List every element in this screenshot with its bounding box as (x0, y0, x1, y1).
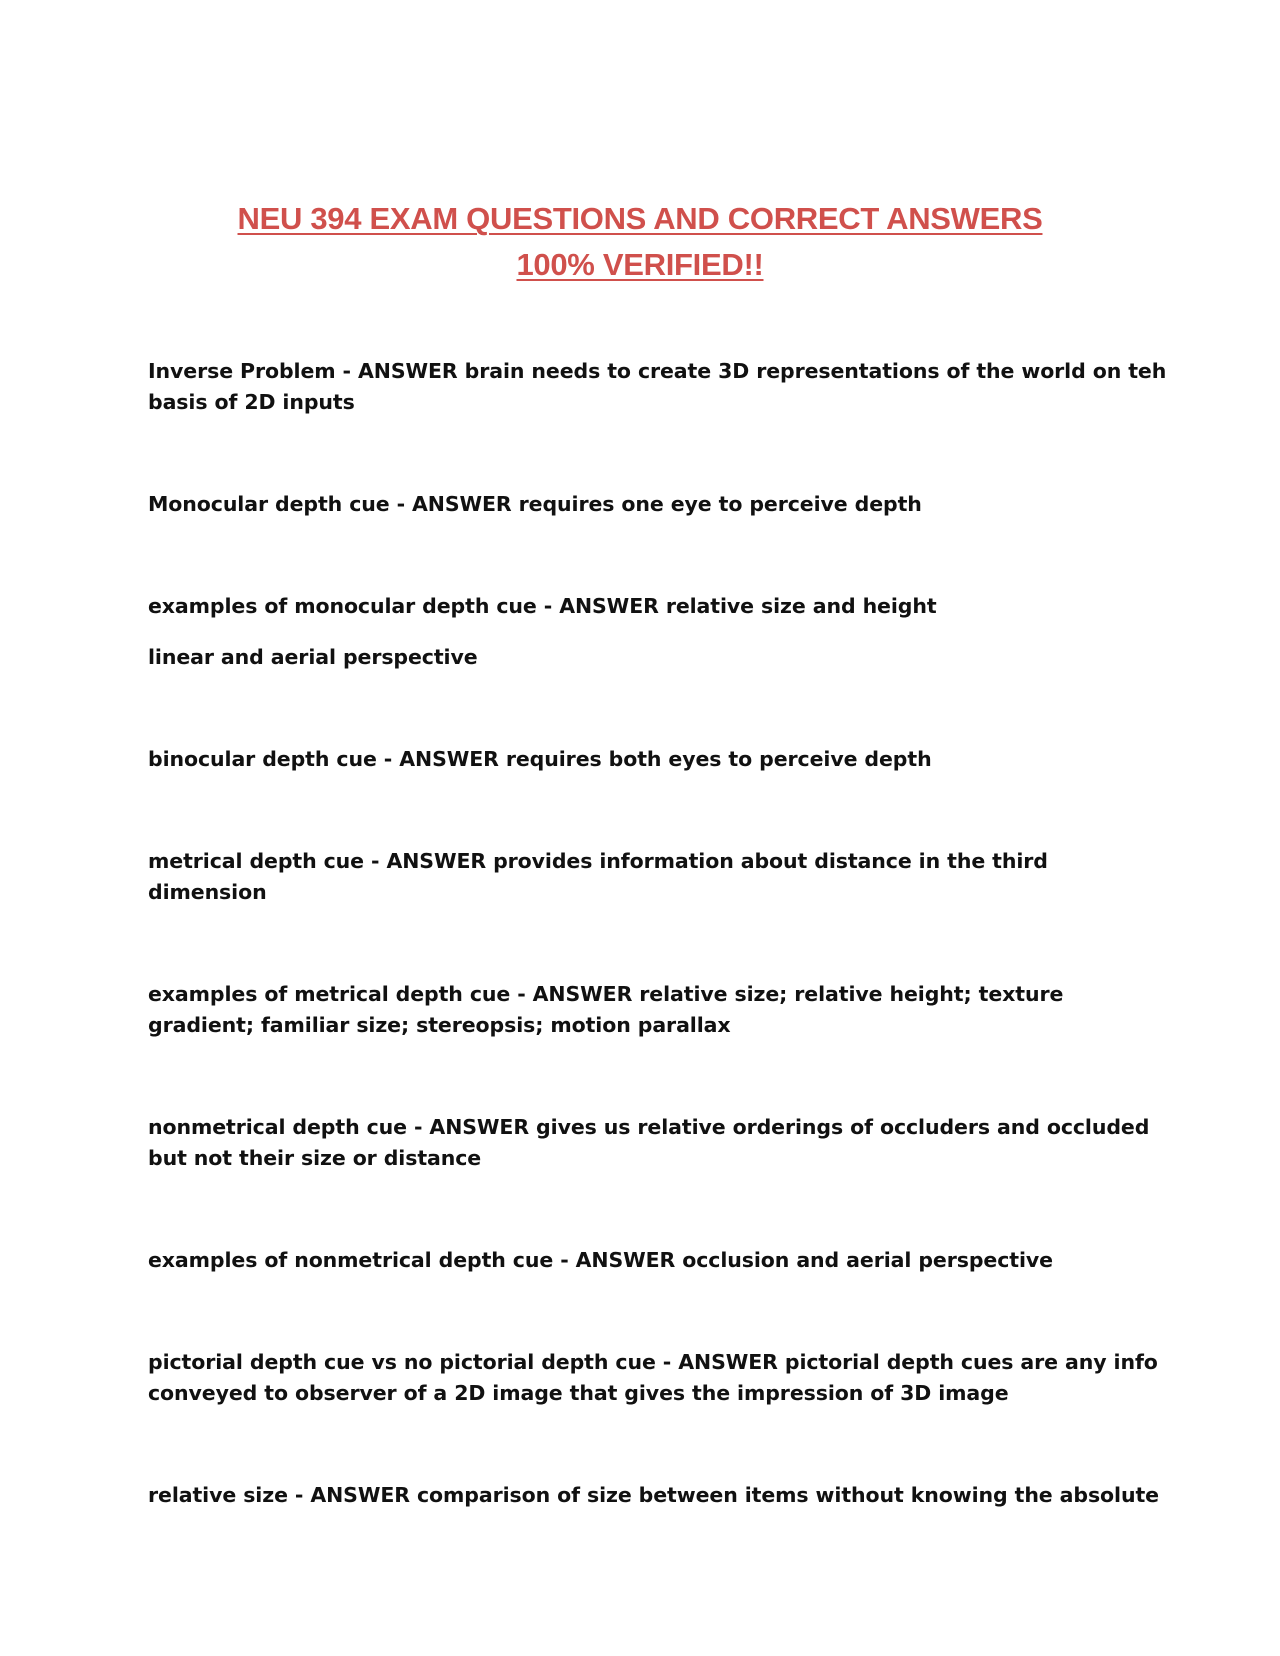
qa-entry-examples-nonmetrical (148, 1245, 1138, 1276)
entry-line: Monocular depth cue - ANSWER requires one eye to perceive depth (148, 492, 922, 516)
entry-line: but not their size or distance (148, 1146, 482, 1170)
qa-entry-examples-monocular (148, 591, 1138, 622)
entry-line: examples of nonmetrical depth cue - ANSWER occlusion and aerial perspective (148, 1248, 1053, 1272)
qa-entry-metrical-depth-cue (148, 846, 1138, 908)
entry-line: gradient; familiar size; stereopsis; motion parallax (148, 1013, 731, 1037)
entry-line: basis of 2D inputs (148, 390, 355, 414)
qa-entry-nonmetrical-depth-cue (148, 1112, 1150, 1174)
entry-line: conveyed to observer of a 2D image that gives the impression of 3D image (148, 1381, 1009, 1405)
entry-line: metrical depth cue - ANSWER provides information about distance in the third (148, 849, 1048, 873)
entry-line: pictorial depth cue vs no pictorial depth cue - ANSWER pictorial depth cues are any info (148, 1350, 1158, 1374)
qa-entry-inverse-problem (148, 356, 1167, 418)
entry-line: binocular depth cue - ANSWER requires both eyes to perceive depth (148, 747, 932, 771)
qa-entry-examples-metrical (148, 979, 1138, 1041)
entry-line: Inverse Problem - ANSWER brain needs to create 3D representations of the world on teh (148, 359, 1167, 383)
entry-line: examples of monocular depth cue - ANSWER relative size and height (148, 594, 937, 618)
entry-line: nonmetrical depth cue - ANSWER gives us relative orderings of occluders and occluded (148, 1115, 1150, 1139)
qa-entry-continuation (148, 642, 1138, 673)
entry-line: examples of metrical depth cue - ANSWER relative size; relative height; texture (148, 982, 1064, 1006)
document-title (0, 196, 1280, 288)
qa-entry-relative-size (148, 1480, 1159, 1511)
title-line-1: NEU 394 EXAM QUESTIONS AND CORRECT ANSWERS (237, 201, 1043, 236)
entry-line: dimension (148, 880, 267, 904)
title-line-2: 100% VERIFIED!! (516, 247, 764, 282)
qa-entry-binocular-depth-cue (148, 744, 1138, 775)
qa-entry-monocular-depth-cue (148, 489, 1138, 520)
entry-line: relative size - ANSWER comparison of size between items without knowing the absolute (148, 1483, 1159, 1507)
qa-entry-pictorial-depth-cue (148, 1347, 1158, 1409)
entry-line: linear and aerial perspective (148, 645, 478, 669)
